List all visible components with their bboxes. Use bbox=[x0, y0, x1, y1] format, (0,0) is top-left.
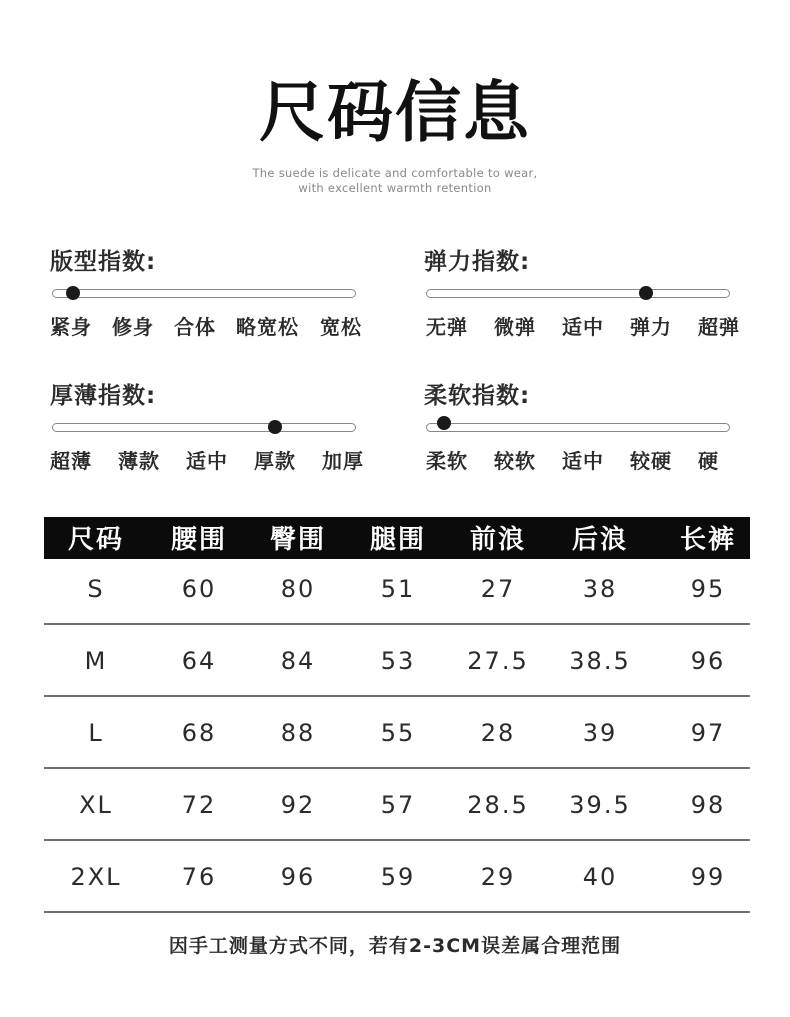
softness-index bbox=[424, 380, 734, 473]
table-row bbox=[44, 625, 750, 697]
measurement-cell: 29 bbox=[480, 863, 516, 891]
softness-option: 较硬 bbox=[630, 449, 672, 473]
measurement-cell: 96 bbox=[280, 863, 316, 891]
fit-option: 略宽松 bbox=[236, 315, 299, 339]
measurement-cell: 38.5 bbox=[569, 647, 631, 675]
page-subtitle bbox=[0, 166, 790, 196]
measurement-cell: 64 bbox=[181, 647, 217, 675]
fit-option: 合体 bbox=[174, 315, 216, 339]
measurement-cell: 97 bbox=[690, 719, 726, 747]
elasticity-index bbox=[424, 246, 740, 339]
measurement-cell: 27 bbox=[480, 575, 516, 603]
elasticity-option: 微弹 bbox=[494, 315, 536, 339]
softness-option: 柔软 bbox=[426, 449, 468, 473]
softness-index-label: 柔软指数: bbox=[424, 383, 531, 409]
measurement-cell: 60 bbox=[181, 575, 217, 603]
header-length: 长裤 bbox=[679, 525, 737, 555]
measurement-cell: 80 bbox=[280, 575, 316, 603]
measurement-cell: 39.5 bbox=[569, 791, 631, 819]
header-size: 尺码 bbox=[67, 525, 125, 555]
size-cell: S bbox=[87, 575, 105, 603]
softness-option: 较软 bbox=[494, 449, 536, 473]
table-row bbox=[44, 769, 750, 841]
subtitle-line-1: The suede is delicate and comfortable to wear, bbox=[252, 166, 538, 180]
measurement-cell: 84 bbox=[280, 647, 316, 675]
thickness-option: 超薄 bbox=[50, 449, 92, 473]
measurement-cell: 98 bbox=[690, 791, 726, 819]
measurement-cell: 39 bbox=[582, 719, 618, 747]
measurement-cell: 28.5 bbox=[467, 791, 529, 819]
softness-index-marker bbox=[437, 416, 451, 430]
measurement-cell: 95 bbox=[690, 575, 726, 603]
measurement-cell: 59 bbox=[380, 863, 416, 891]
subtitle-line-2: with excellent warmth retention bbox=[298, 181, 492, 195]
measurement-cell: 92 bbox=[280, 791, 316, 819]
header-waist: 腰围 bbox=[170, 525, 228, 555]
elasticity-index-label: 弹力指数: bbox=[424, 249, 531, 275]
size-table-header bbox=[44, 517, 750, 559]
thickness-option: 薄款 bbox=[118, 449, 160, 473]
thickness-option: 适中 bbox=[186, 449, 228, 473]
measurement-cell: 57 bbox=[380, 791, 416, 819]
header-thigh: 腿围 bbox=[369, 525, 427, 555]
measurement-cell: 51 bbox=[380, 575, 416, 603]
elasticity-option: 弹力 bbox=[630, 315, 672, 339]
size-table bbox=[44, 517, 750, 913]
measurement-cell: 53 bbox=[380, 647, 416, 675]
measurement-cell: 68 bbox=[181, 719, 217, 747]
table-row bbox=[44, 841, 750, 913]
fit-option: 修身 bbox=[112, 315, 154, 339]
thickness-index-label: 厚薄指数: bbox=[50, 383, 157, 409]
measurement-cell: 28 bbox=[480, 719, 516, 747]
thickness-index-track bbox=[52, 423, 356, 432]
fit-option: 宽松 bbox=[320, 315, 362, 339]
softness-option: 适中 bbox=[562, 449, 604, 473]
thickness-index bbox=[50, 380, 364, 473]
fit-index-track bbox=[52, 289, 356, 298]
softness-index-track bbox=[426, 423, 730, 432]
page-title: 尺码信息 bbox=[259, 74, 531, 151]
measurement-cell: 99 bbox=[690, 863, 726, 891]
table-row bbox=[44, 559, 750, 625]
fit-index bbox=[50, 246, 362, 339]
size-cell: 2XL bbox=[70, 863, 122, 891]
measurement-cell: 55 bbox=[380, 719, 416, 747]
header-back-rise: 后浪 bbox=[571, 525, 629, 555]
measurement-cell: 88 bbox=[280, 719, 316, 747]
elasticity-option: 超弹 bbox=[698, 315, 740, 339]
header-front-rise: 前浪 bbox=[469, 525, 527, 555]
footer-note: 因手工测量方式不同，若有2-3CM误差属合理范围 bbox=[168, 935, 622, 957]
softness-option: 硬 bbox=[698, 449, 719, 473]
fit-index-label: 版型指数: bbox=[50, 249, 157, 275]
size-cell: M bbox=[84, 647, 108, 675]
measurement-cell: 27.5 bbox=[467, 647, 529, 675]
measurement-cell: 40 bbox=[582, 863, 618, 891]
thickness-option: 加厚 bbox=[322, 449, 364, 473]
elasticity-option: 适中 bbox=[562, 315, 604, 339]
fit-option: 紧身 bbox=[50, 315, 92, 339]
size-cell: L bbox=[88, 719, 104, 747]
elasticity-index-track bbox=[426, 289, 730, 298]
header-hip: 臀围 bbox=[269, 525, 327, 555]
elasticity-option: 无弹 bbox=[426, 315, 468, 339]
measurement-cell: 76 bbox=[181, 863, 217, 891]
measurement-cell: 38 bbox=[582, 575, 618, 603]
thickness-option: 厚款 bbox=[254, 449, 296, 473]
measurement-cell: 96 bbox=[690, 647, 726, 675]
table-row bbox=[44, 697, 750, 769]
size-cell: XL bbox=[79, 791, 113, 819]
measurement-cell: 72 bbox=[181, 791, 217, 819]
